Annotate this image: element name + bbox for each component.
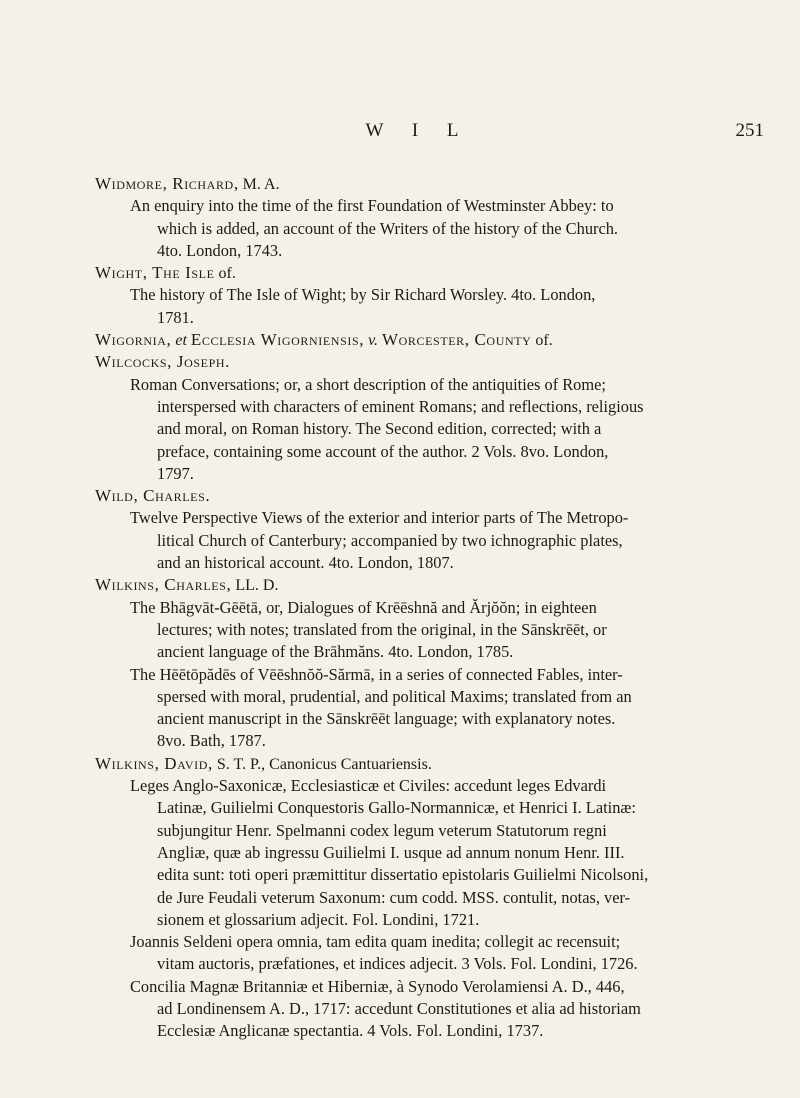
- author-name: Wigornia,: [95, 330, 172, 350]
- text-line: de Jure Feudali veterum Saxonum: cum codd. MSS. contulit, notas, ver-: [157, 887, 631, 907]
- text-line: Latinæ, Guilielmi Conquestoris Gallo-Normannicæ, et Henrici I. Latinæ:: [157, 798, 636, 818]
- see-reference: v.: [364, 332, 382, 350]
- text-line: lectures; with notes; translated from the original, in the Sānskrēēt, or: [157, 619, 607, 639]
- text-line: ad Londinensem A. D., 1717: accedunt Constitutiones et alia ad historiam: [157, 998, 641, 1018]
- text-line: 1797.: [157, 463, 194, 483]
- author-name: Wilkins, David,: [95, 753, 213, 773]
- text-line: and moral, on Roman history. The Second edition, corrected; with a: [157, 419, 602, 439]
- work-description: [130, 284, 767, 329]
- author-name: Wight, The Isle: [95, 263, 215, 283]
- text-line: preface, containing some account of the author. 2 Vols. 8vo. London,: [157, 441, 609, 461]
- text-line: The Hēētōpădēs of Vēēshnŏŏ-Sărmā, in a series of connected Fables, inter-: [130, 664, 623, 684]
- text-line: subjungitur Henr. Spelmanni codex legum veterum Statutorum regni: [157, 820, 607, 840]
- text-line: Angliæ, quæ ab ingressu Guilielmi I. usque ad annum nonum Henr. III.: [157, 842, 625, 862]
- work-description: [130, 976, 767, 1043]
- entry-heading: [95, 262, 767, 284]
- work-description: [130, 775, 767, 931]
- author-name: Wild, Charles.: [95, 486, 211, 506]
- work-description: [130, 597, 767, 664]
- work-description: [130, 374, 767, 485]
- work-description: [130, 195, 767, 262]
- text-line: vitam auctoris, præfationes, et indices adjecit. 3 Vols. Fol. Londini, 1726.: [157, 954, 638, 974]
- author-qualifier: of.: [531, 332, 553, 350]
- text-line: 1781.: [157, 307, 194, 327]
- author-name: Wilkins, Charles,: [95, 575, 232, 595]
- catalogue-entry: [95, 351, 767, 485]
- text-line: Twelve Perspective Views of the exterior and interior parts of The Metropo-: [130, 508, 629, 528]
- text-line: Ecclesiæ Anglicanæ spectantia. 4 Vols. Fol. Londini, 1737.: [157, 1021, 544, 1041]
- text-line: litical Church of Canterbury; accompanied by two ichnographic plates,: [157, 530, 623, 550]
- author-qualifier: M. A.: [238, 176, 280, 193]
- work-description: [130, 664, 767, 753]
- work-description: [130, 507, 767, 574]
- catalogue-entry: [95, 329, 767, 351]
- text-line: edita sunt: toti operi præmittitur dissertatio epistolaris Guilielmi Nicolsoni,: [157, 865, 649, 885]
- running-head: W I L: [365, 120, 471, 141]
- page-number: 251: [735, 120, 764, 141]
- text-line: ancient manuscript in the Sānskrēēt language; with explanatory notes.: [157, 709, 616, 729]
- text-line: An enquiry into the time of the first Foundation of Westminster Abbey: to: [130, 196, 614, 216]
- text-line: Leges Anglo-Saxonicæ, Ecclesiasticæ et Civiles: accedunt leges Edvardi: [130, 776, 607, 796]
- text-line: 8vo. Bath, 1787.: [157, 731, 266, 751]
- text-line: interspersed with characters of eminent Romans; and reflections, religious: [157, 396, 644, 416]
- catalogue-entry: [95, 485, 767, 574]
- text-line: The Bhāgvāt-Gēētā, or, Dialogues of Krēēshnă and Ărjŏŏn; in eighteen: [130, 597, 597, 617]
- entry-heading: [95, 329, 767, 351]
- author-name-alt: Ecclesia Wigorniensis,: [190, 330, 365, 350]
- entry-heading: [95, 351, 767, 373]
- author-name: Widmore, Richard,: [95, 174, 239, 193]
- text-line: sionem et glossarium adjecit. Fol. Londini, 1721.: [157, 909, 480, 929]
- text-line: Roman Conversations; or, a short description of the antiquities of Rome;: [130, 374, 606, 394]
- text-line: The history of The Isle of Wight; by Sir Richard Worsley. 4to. London,: [130, 285, 596, 305]
- see-target: Worcester, County: [382, 330, 532, 350]
- page-header: [60, 120, 764, 150]
- text-line: spersed with moral, prudential, and political Maxims; translated from an: [157, 686, 632, 706]
- entry-heading: [95, 485, 767, 507]
- entry-heading: [95, 173, 767, 195]
- author-qualifier: of.: [214, 265, 236, 283]
- text-line: Concilia Magnæ Britanniæ et Hiberniæ, à Synodo Verolamiensi A. D., 446,: [130, 976, 625, 996]
- author-qualifier: S. T. P., Canonicus Cantuariensis.: [212, 755, 432, 773]
- catalogue-entries: [95, 173, 767, 1043]
- author-name: Wilcocks, Joseph.: [95, 352, 230, 372]
- text-line: and an historical account. 4to. London, 1807.: [157, 553, 454, 573]
- catalogue-entry: [95, 753, 767, 1043]
- catalogue-entry: [95, 173, 767, 262]
- entry-heading: [95, 574, 767, 596]
- text-line: ancient language of the Brāhmăns. 4to. London, 1785.: [157, 642, 514, 662]
- text-line: which is added, an account of the Writers of the history of the Church.: [157, 218, 619, 238]
- catalogue-entry: [95, 262, 767, 329]
- cross-ref-conjunction: et: [171, 332, 191, 350]
- catalogue-entry: [95, 574, 767, 752]
- text-line: Joannis Seldeni opera omnia, tam edita quam inedita; collegit ac recensuit;: [130, 932, 621, 952]
- text-line: 4to. London, 1743.: [157, 240, 283, 260]
- work-description: [130, 931, 767, 976]
- author-qualifier: LL. D.: [231, 577, 279, 595]
- entry-heading: [95, 753, 767, 775]
